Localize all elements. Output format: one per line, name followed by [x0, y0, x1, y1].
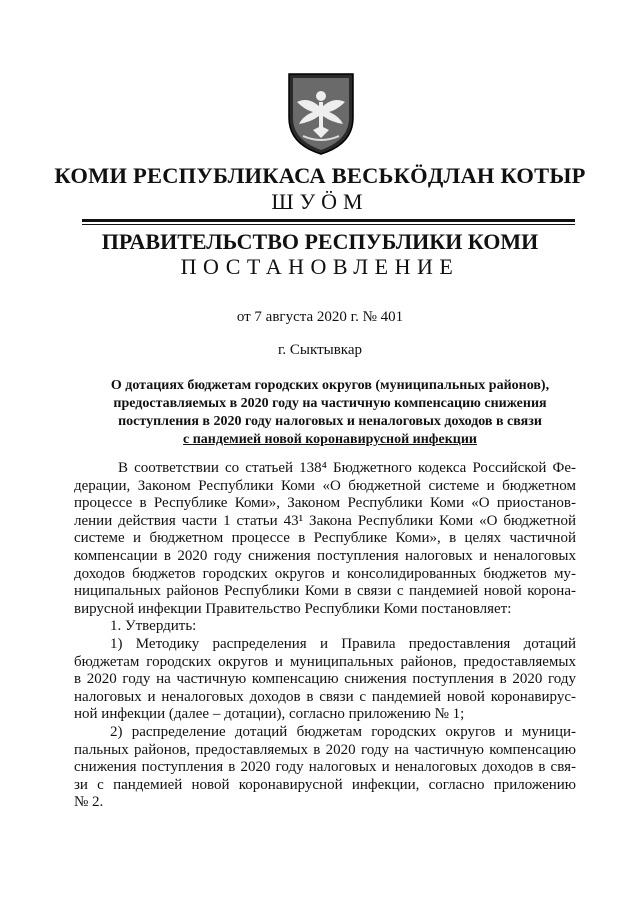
title-line: поступления в 2020 году налоговых и неналоговых доходов в связи [118, 414, 542, 429]
body-line: налоговых и неналоговых доходов в связи с пандемией новой коронавирус- [74, 688, 576, 705]
document-title [85, 377, 575, 449]
title-line: предоставляемых в 2020 году на частичную компенсацию снижения [113, 396, 547, 411]
header-divider-thick [82, 219, 575, 222]
komi-org-name: КОМИ РЕСПУБЛИКАСА ВЕСЬКÖДЛАН КОТЫР [54, 163, 586, 188]
ru-doc-type: ПОСТАНОВЛЕНИЕ [180, 254, 460, 279]
body-line: процессе в Республике Коми», Законом Республики Коми «О приостанов- [74, 495, 576, 512]
document-city: г. Сыктывкар [277, 342, 363, 358]
header-divider-thin [82, 224, 575, 225]
body-line: № 2. [74, 794, 104, 811]
body-line: 1. Утвердить: [110, 618, 197, 635]
body-line: доходов бюджетов городских округов и консолидированных бюджетов му- [74, 565, 576, 582]
komi-doc-type: ШУÖМ [271, 189, 369, 214]
body-line: вирусной инфекции Правительство Республики Коми постановляет: [74, 600, 512, 617]
document-date-number: от 7 августа 2020 г. № 401 [236, 309, 404, 325]
body-line: компенсации в 2020 году снижения поступления налоговых и неналоговых [74, 547, 576, 564]
body-line: зи с пандемией новой коронавирусной инфекции, согласно приложению [74, 776, 576, 793]
coat-of-arms-komi-icon [283, 66, 359, 156]
body-line: ниципальных районов Республики Коми в связи с пандемией новой корона- [74, 583, 576, 600]
body-line: 1) Методику распределения и Правила предоставления дотаций [110, 635, 576, 652]
body-line: в 2020 году на частичную компенсацию снижения поступления в 2020 году [74, 671, 576, 688]
body-line: лении действия части 1 статьи 43¹ Закона Республики Коми «О бюджетной [74, 512, 576, 529]
body-line: бюджетам городских округов и муниципальных районов, предоставляемых [74, 653, 576, 670]
body-line: ной инфекции (далее – дотации), согласно приложению № 1; [74, 706, 465, 723]
title-line: с пандемией новой коронавирусной инфекции [183, 432, 477, 447]
body-line: снижения поступления в 2020 году налоговых и неналоговых доходов в свя- [74, 759, 576, 776]
body-line: пальных районов, предоставляемых в 2020 году на частичную компенсацию [74, 741, 576, 758]
body-line: системе и бюджетном процессе в Республике Коми», в целях частичной [74, 530, 576, 547]
ru-org-name: ПРАВИТЕЛЬСТВО РЕСПУБЛИКИ КОМИ [101, 229, 539, 254]
body-line: 2) распределение дотаций бюджетам городских округов и муници- [110, 723, 576, 740]
body-line: В соответствии со статьей 138⁴ Бюджетного кодекса Российской Фе- [118, 460, 576, 476]
document-body [74, 460, 576, 812]
body-line: дерации, Законом Республики Коми «О бюджетной системе и бюджетном [74, 477, 576, 494]
title-line: О дотациях бюджетам городских округов (муниципальных районов), [110, 378, 550, 393]
